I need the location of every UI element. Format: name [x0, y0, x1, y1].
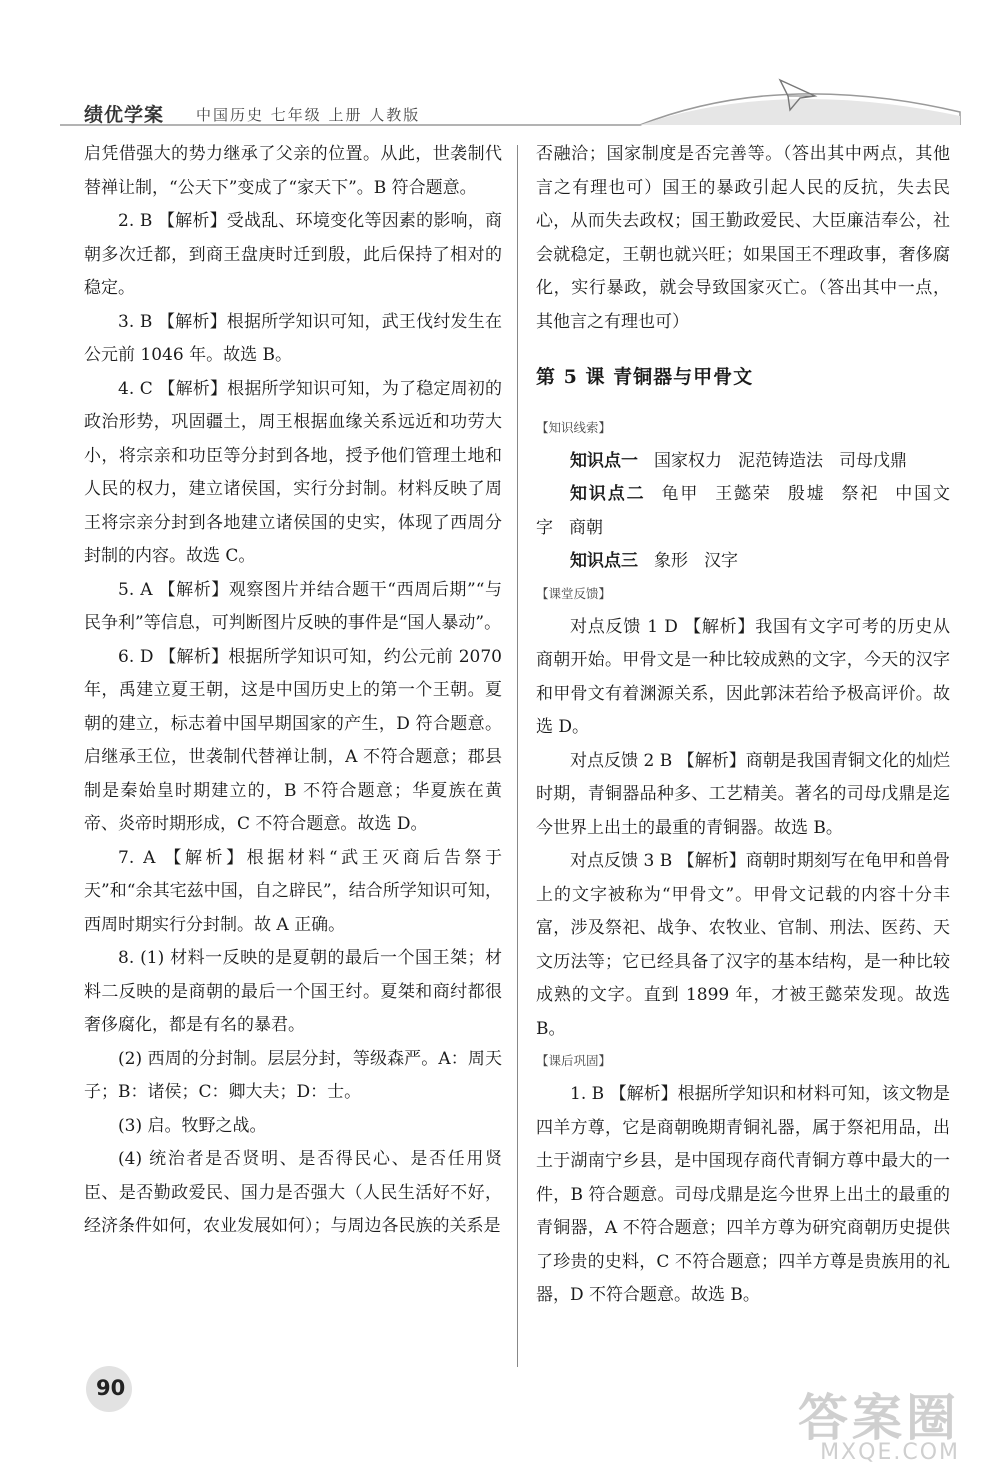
- left-column: [84, 138, 502, 1244]
- kp-item: 龟甲: [661, 484, 700, 504]
- kp-item: 中国文字: [536, 484, 951, 538]
- page-header: [0, 0, 1000, 140]
- answer-1-cont: 启凭借强大的势力继承了父亲的位置。从此，世袭制代替禅让制，“公天下”变成了“家天下”。B 符合题意。: [84, 144, 502, 198]
- brand-logo: 绩优学案: [84, 104, 165, 126]
- answer-8-4-cont: 否融洽；国家制度是否完善等。（答出其中两点，其他言之有理也可）国王的暴政引起人民的反抗，失去民心，从而失去政权；国王勤政爱民、大臣廉洁奉公，社会就稳定，王朝也就兴旺；如果国王不理政事，奢侈腐化，实行暴政，就会导致国家灭亡。（答出其中一点，其他言之有理也可）: [536, 144, 950, 332]
- answer-8-3: (3) 启。牧野之战。: [118, 1115, 267, 1136]
- answer-5: 5. A 【解析】观察图片并结合题干“西周后期”“与民争利”等信息，可判断图片反映的事件是“国人暴动”。: [84, 579, 502, 633]
- knowledge-point-2: [536, 478, 950, 545]
- kp-item: 祭祀: [841, 484, 880, 504]
- column-divider: [517, 145, 518, 1367]
- answer-8-2: (2) 西周的分封制。层层分封，等级森严。A：周天子；B：诸侯；C：卿大夫；D：士。: [84, 1048, 502, 1102]
- answer-8-4: (4) 统治者是否贤明、是否得民心、是否任用贤臣、是否勤政爱民、国力是否强大（人民生活好不好，经济条件如何，农业发展如何）；与周边各民族的关系是: [84, 1149, 502, 1236]
- feedback-3: 对点反馈 3 B 【解析】商朝时期刻写在龟甲和兽骨上的文字被称为“甲骨文”。甲骨文记载的内容十分丰富，涉及祭祀、战争、农牧业、官制、刑法、医药、天文历法等；它已经具备了汉字的基本结构，是一种比较成熟的文字。直到 1899 年，才被王懿荣发现。故选 B。: [536, 851, 950, 1039]
- answer-3: 3. B 【解析】根据所学知识可知，武王伐纣发生在公元前 1046 年。故选 B。: [84, 311, 502, 365]
- kp-item: 泥范铸造法: [738, 450, 823, 471]
- kp-item: 王懿荣: [715, 484, 772, 504]
- answer-4: 4. C 【解析】根据所学知识可知，为了稳定周初的政治形势，巩固疆土，周王根据血缘关系远近和功劳大小，将宗亲和功臣等分封到各地，授予他们管理土地和人民的权力，建立诸侯国，实行分封制。材料反映了周王将宗亲分封到各地建立诸侯国的史实，体现了西周分封制的内容。故选 C。: [84, 378, 502, 566]
- section-tag-class: 【课堂反馈】: [536, 585, 612, 601]
- kp-label: 知识点二: [570, 484, 646, 504]
- lesson-title: 第 5 课 青铜器与甲骨文: [536, 366, 754, 388]
- kp-item: 汉字: [704, 551, 738, 571]
- section-tag-after-class: 【课后巩固】: [536, 1053, 612, 1068]
- answer-8-1: 8. (1) 材料一反映的是夏朝的最后一个国王桀；材料二反映的是商朝的最后一个国王纣。夏桀和商纣都很奢侈腐化，都是有名的暴君。: [84, 948, 502, 1035]
- feedback-2: 对点反馈 2 B 【解析】商朝是我国青铜文化的灿烂时期，青铜器品种多、工艺精美。著名的司母戊鼎是迄今世界上出土的最重的青铜器。故选 B。: [536, 750, 950, 838]
- page-number: 90: [96, 1376, 126, 1400]
- knowledge-point-3: [536, 545, 950, 579]
- book-subject: 中国历史 七年级 上册 人教版: [196, 106, 421, 124]
- watermark-logo: [730, 1389, 960, 1465]
- kp-item: 殷墟: [787, 484, 826, 504]
- kp-item: 商朝: [569, 517, 603, 538]
- kp-label: 知识点一: [570, 450, 638, 471]
- right-column: [536, 138, 950, 1313]
- answer-2: 2. B 【解析】受战乱、环境变化等因素的影响，商朝多次迁都，到商王盘庚时迁到殷，此后保持了相对的稳定。: [84, 211, 502, 298]
- watermark-text: 答案圈: [798, 1389, 960, 1447]
- section-tag-knowledge: 【知识线索】: [536, 419, 612, 435]
- kp-label: 知识点三: [570, 551, 638, 571]
- answer-6: 6. D 【解析】根据所学知识可知，约公元前 2070 年，禹建立夏王朝，这是中国历史上的第一个王朝。夏朝的建立，标志着中国早期国家的产生，D 符合题意。启继承王位，世袭制代替禅让制，A 不符合题意；郡县制是秦始皇时期建立的，B 不符合题意；华夏族在黄帝、炎帝时期形成，C 不符合题意。故选 D。: [84, 646, 502, 834]
- homework-1: 1. B 【解析】根据所学知识和材料可知，该文物是四羊方尊，它是商朝晚期青铜礼器，属于祭祀用品，出土于湖南宁乡县，是中国现存商代青铜方尊中最大的一件，B 符合题意。司母戊鼎是迄今世界上出土的最重的青铜器，A 不符合题意；四羊方尊为研究商朝历史提供了珍贵的史料，C 不符合题意；四羊方尊是贵族用的礼器，D 不符合题意。故选 B。: [536, 1084, 950, 1305]
- kp-item: 国家权力: [654, 450, 722, 471]
- watermark-url: MXQE.COM: [820, 1440, 960, 1465]
- feedback-1: 对点反馈 1 D 【解析】我国有文字可考的历史从商朝开始。甲骨文是一种比较成熟的文字，今天的汉字和甲骨文有着渊源关系，因此郭沫若给予极高评价。故选 D。: [536, 616, 950, 737]
- kp-item: 象形: [654, 551, 688, 571]
- knowledge-point-1: [536, 445, 950, 479]
- kp-item: 司母戊鼎: [839, 450, 907, 471]
- answer-7: 7. A 【解析】根据材料“武王灭商后告祭于天”和“余其宅兹中国，自之辟民”，结合所学知识可知，西周时期实行分封制。故 A 正确。: [84, 847, 502, 935]
